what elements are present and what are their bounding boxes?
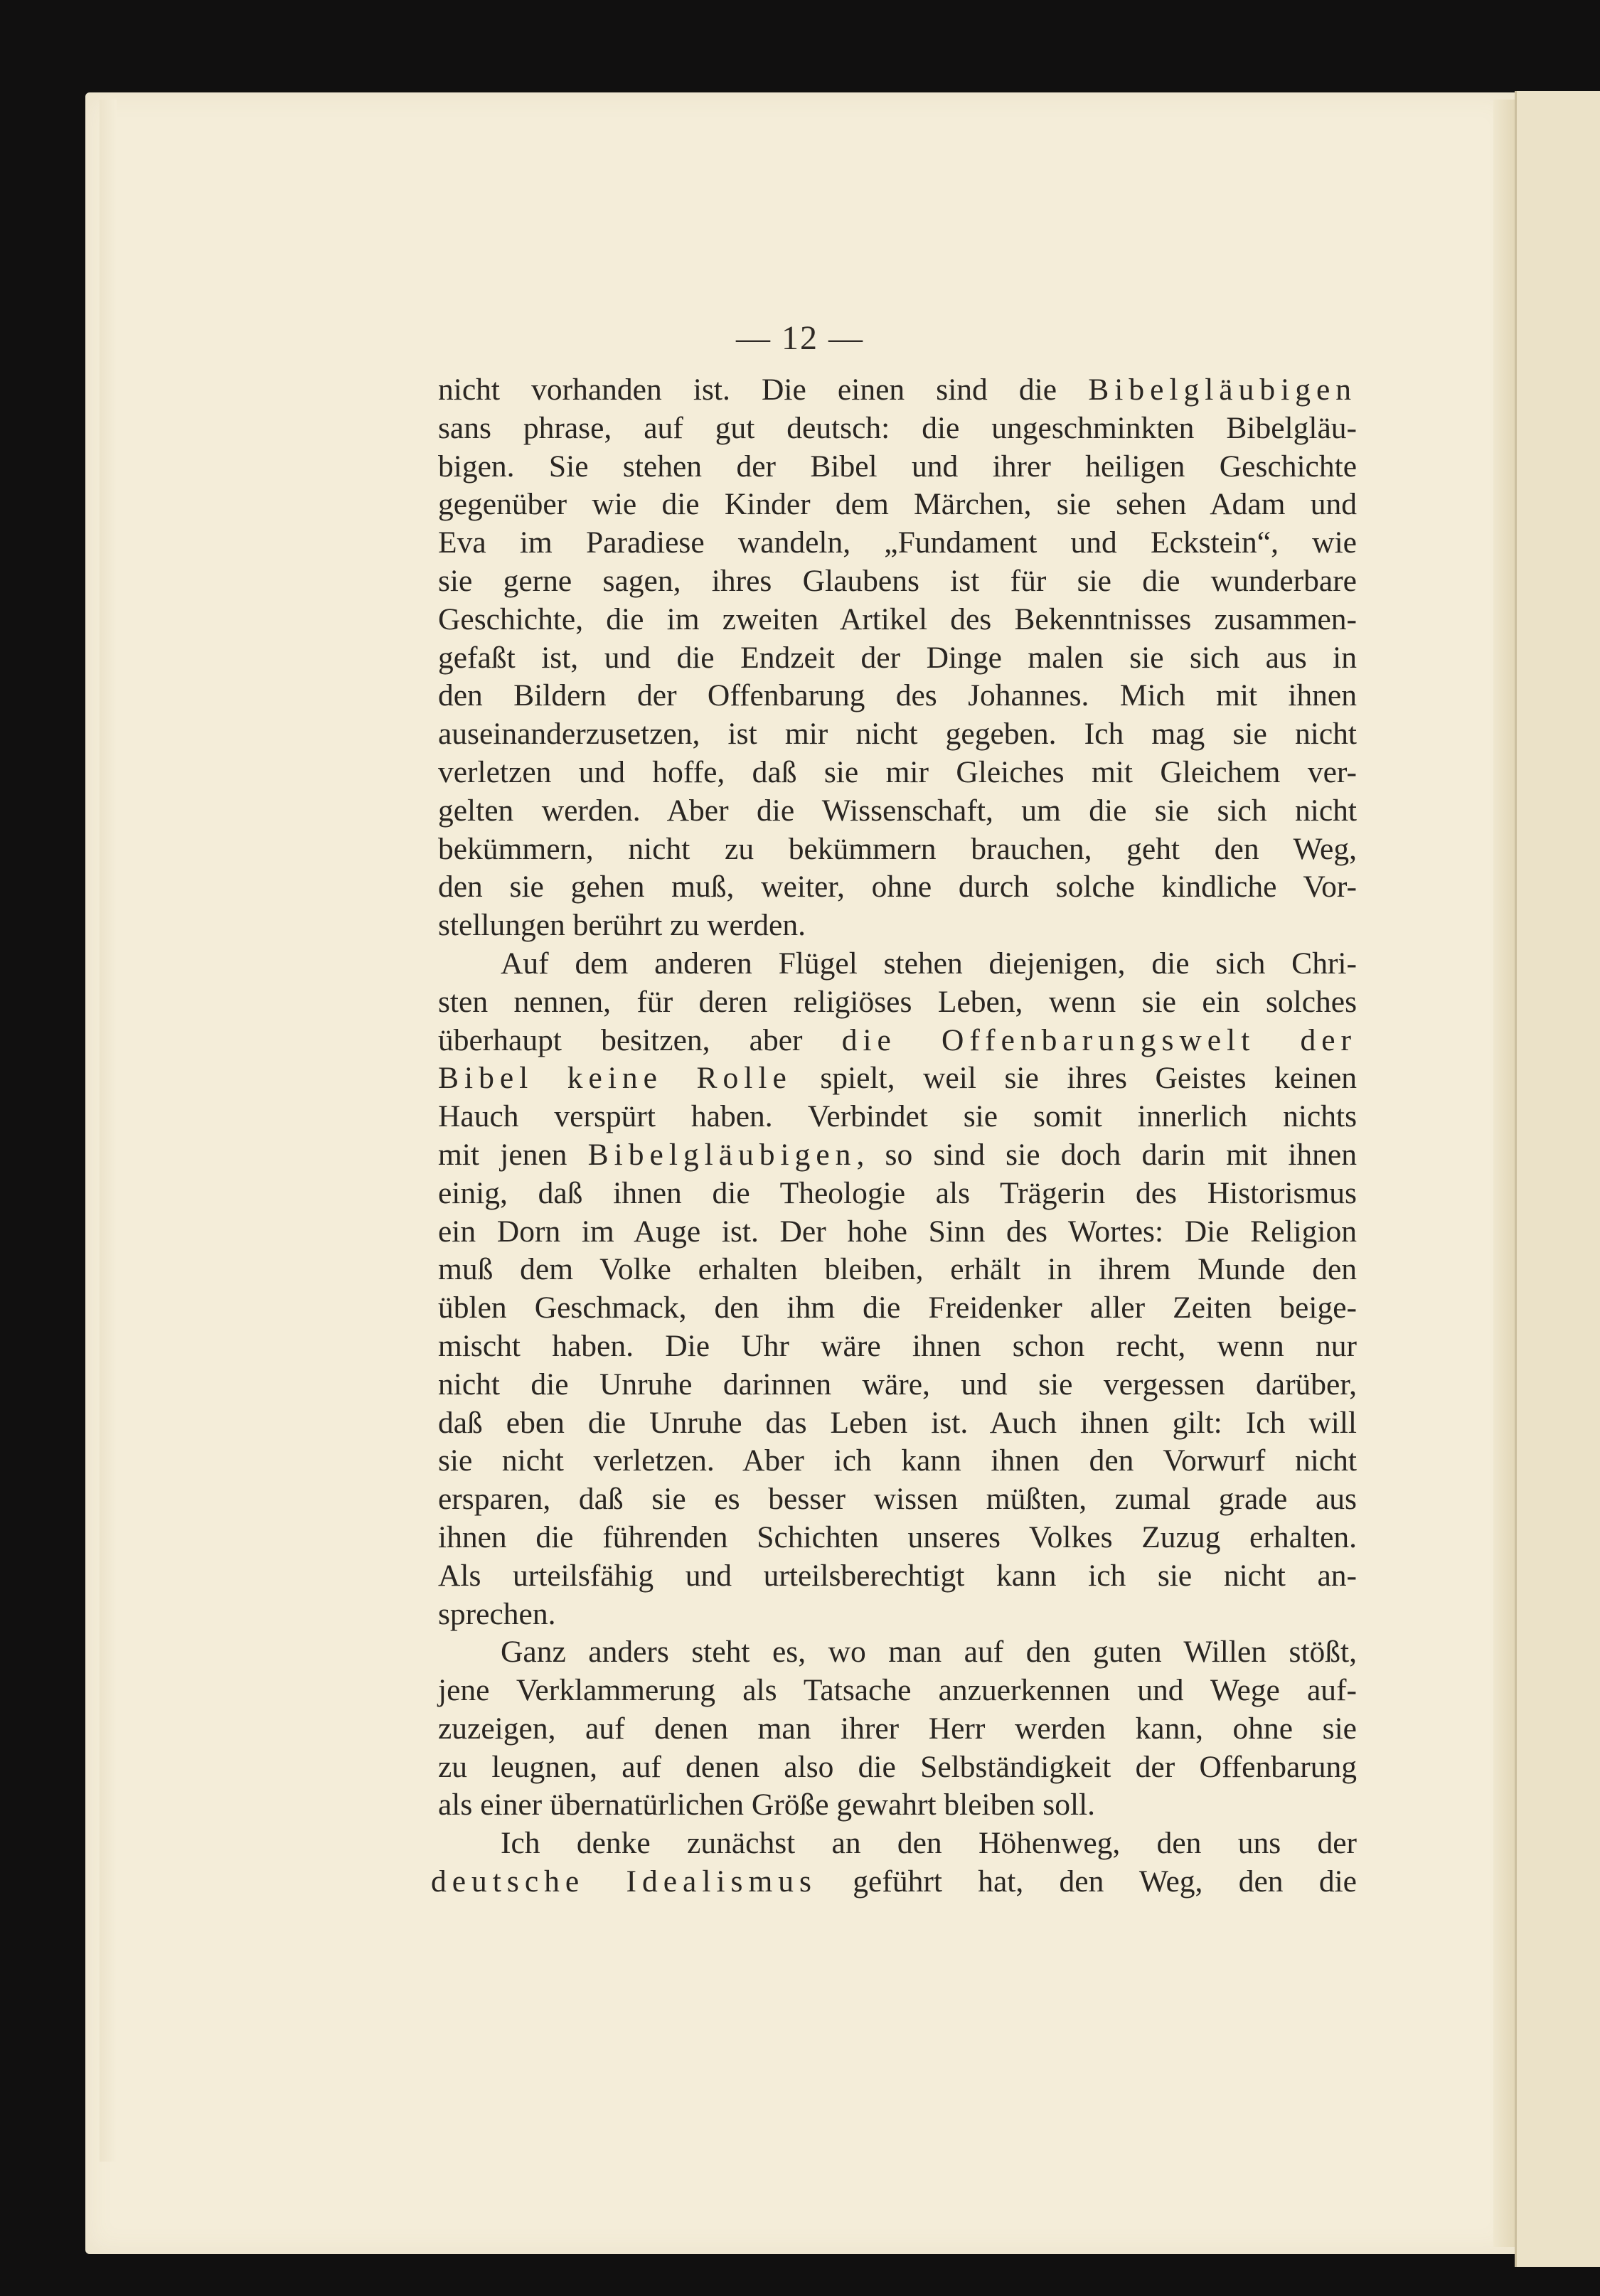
text-line <box>438 410 1357 448</box>
page-number: — 12 — <box>736 319 864 357</box>
text-line: gegenüber wie die Kinder dem Märchen, sie sehen Adam und <box>438 487 1357 522</box>
text-line: ersparen, daß sie es besser wissen müßten, zumal grade aus <box>438 1482 1357 1517</box>
emphasized-phrase: Bibelgläubigen <box>1088 373 1357 407</box>
text-line: stellungen berührt zu werden. <box>438 908 806 943</box>
text-line: nicht die Unruhe darinnen wäre, und sie vergessen darüber, <box>438 1367 1357 1401</box>
text-line: jene Verklammerung als Tatsache anzuerkennen und Wege auf- <box>438 1673 1357 1708</box>
emphasized-phrase: Bibelgläubigen <box>587 1137 857 1172</box>
text-line: mit jenen Bibelgläubigen, so sind sie doch darin mit ihnen <box>438 1137 1357 1172</box>
text-fragment: nicht vorhanden ist. Die einen sind die Bibelgläubigen <box>438 373 1357 407</box>
text-line: ihnen die führenden Schichten unseres Volkes Zuzug erhalten. <box>438 1520 1357 1554</box>
page-left-edge <box>100 100 117 2162</box>
text-line: üblen Geschmack, den ihm die Freidenker aller Zeiten beige- <box>438 1291 1357 1325</box>
emphasized-phrase: Bibel keine Rolle <box>438 1061 792 1096</box>
text-line: gefaßt ist, und die Endzeit der Dinge malen sie sich aus in <box>438 640 1357 675</box>
text-line: überhaupt besitzen, aber die Offenbarungswelt der <box>438 1022 1357 1057</box>
text-line: zuzeigen, auf denen man ihrer Herr werden kann, ohne sie <box>438 1711 1357 1746</box>
text-line: ein Dorn im Auge ist. Der hohe Sinn des Wortes: Die Religion <box>438 1214 1357 1249</box>
text-line: Hauch verspürt haben. Verbindet sie somit innerlich nichts <box>438 1099 1357 1134</box>
text-line: Bibel keine Rolle spielt, weil sie ihres Geistes keinen <box>438 1061 1357 1096</box>
text-line: Eva im Paradiese wandeln, „Fundament und Eckstein“, wie <box>438 525 1357 560</box>
text-line: den sie gehen muß, weiter, ohne durch solche kindliche Vor- <box>438 870 1357 904</box>
text-line: bigen. Sie stehen der Bibel und ihrer heiligen Geschichte <box>438 449 1357 484</box>
text-line: Geschichte, die im zweiten Artikel des Bekenntnisses zusammen- <box>438 602 1357 636</box>
text-line: muß dem Volke erhalten bleiben, erhält in ihrem Munde den <box>438 1252 1357 1287</box>
text-line: daß eben die Unruhe das Leben ist. Auch ihnen gilt: Ich will <box>438 1405 1357 1440</box>
text-line: sprechen. <box>438 1596 556 1631</box>
emphasized-phrase: deutsche Idealismus <box>431 1864 817 1899</box>
text-line: sten nennen, für deren religiöses Leben, wenn sie ein solches <box>438 984 1357 1019</box>
text-line: Als urteilsfähig und urteilsberechtigt kann ich sie nicht an- <box>438 1558 1357 1593</box>
text-line: mischt haben. Die Uhr wäre ihnen schon recht, wenn nur <box>438 1328 1357 1363</box>
adjacent-page-edge <box>1515 91 1600 2267</box>
text-line: gelten werden. Aber die Wissenschaft, um die sie sich nicht <box>438 793 1357 828</box>
text-line: als einer übernatürlichen Größe gewahrt bleiben soll. <box>438 1788 1096 1822</box>
text-line: verletzen und hoffe, daß sie mir Gleiches mit Gleichem ver- <box>438 754 1357 789</box>
text-line: bekümmern, nicht zu bekümmern brauchen, geht den Weg, <box>438 831 1357 866</box>
text-line: einig, daß ihnen die Theologie als Trägerin des Historismus <box>438 1175 1357 1210</box>
body-text <box>431 371 1357 1901</box>
text-line: sie gerne sagen, ihres Glaubens ist für sie die wunderbare <box>438 563 1357 598</box>
text-line: Auf dem anderen Flügel stehen diejenigen, die sich Chri- <box>501 946 1357 981</box>
text-fragment: sans phrase, auf gut deutsch: die ungeschminkten Bibelgläu- <box>438 410 1357 445</box>
text-line: den Bildern der Offenbarung des Johannes. Mich mit ihnen <box>438 678 1357 713</box>
text-line <box>438 371 1357 410</box>
text-line: Ganz anders steht es, wo man auf den guten Willen stößt, <box>501 1635 1357 1670</box>
text-line: deutsche Idealismus geführt hat, den Weg, den die <box>431 1864 1357 1899</box>
text-line: Ich denke zunächst an den Höhenweg, den uns der <box>501 1826 1357 1861</box>
text-line: zu leugnen, auf denen also die Selbständigkeit der Offenbarung <box>438 1749 1357 1784</box>
emphasized-phrase: die Offenbarungswelt der <box>841 1022 1357 1057</box>
text-line: auseinanderzusetzen, ist mir nicht gegeben. Ich mag sie nicht <box>438 717 1357 752</box>
text-line: sie nicht verletzen. Aber ich kann ihnen den Vorwurf nicht <box>438 1443 1357 1478</box>
page-gutter-shadow <box>1493 100 1515 2247</box>
